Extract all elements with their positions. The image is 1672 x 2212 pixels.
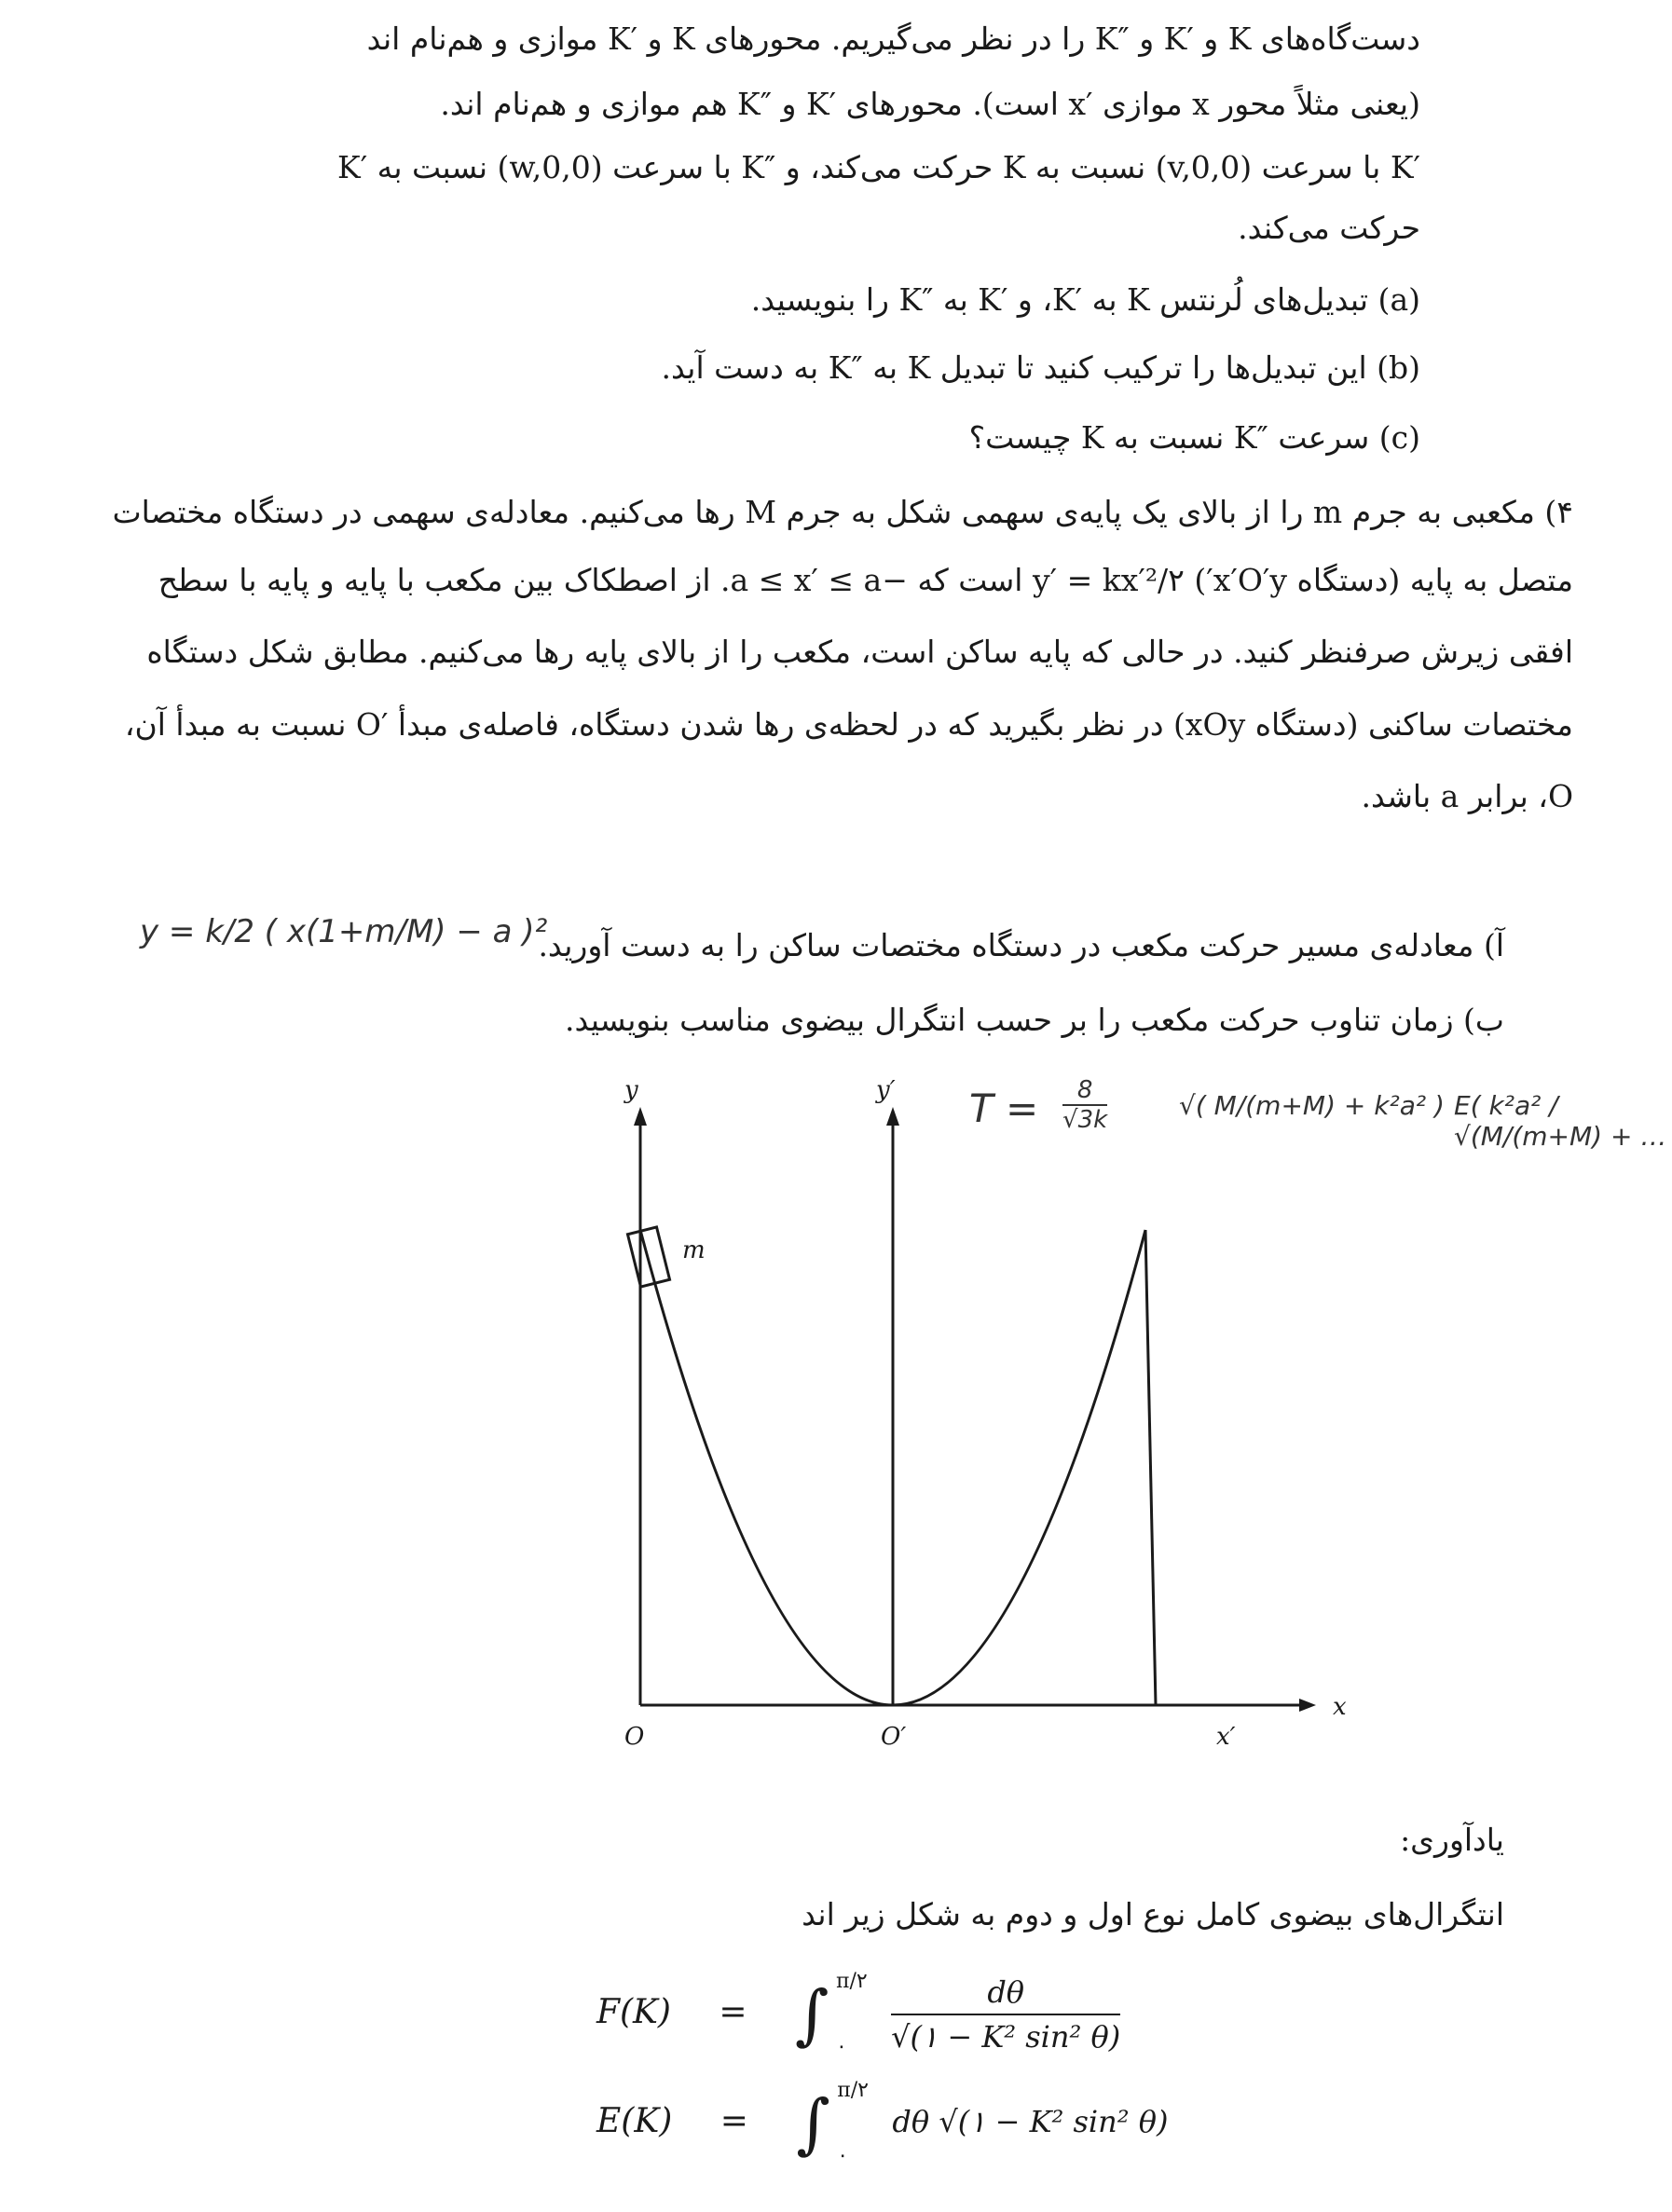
problem3-item-c: (c) سرعت ″K نسبت به K چیست؟ — [968, 419, 1420, 456]
integral-sign-F: ∫ — [795, 1976, 829, 2054]
problem3-line-4: حرکت می‌کند. — [1238, 210, 1420, 246]
problem4-line-3: افقی زیرش صرفنظر کنید. در حالی که پایه ساکن است، مکعب را از بالای پایه رها می‌کنیم. مطابق شکل دستگاه — [146, 634, 1573, 670]
problem4-line-2: متصل به پایه (دستگاه x′O′y′) y′ = kx′²/۲ است که −a ≤ x′ ≤ a. از اصطکاک بین مکعب با پایه و پایه با سطح — [158, 562, 1573, 598]
label-origin-O-prime: O′ — [881, 1723, 907, 1751]
x-axis-arrow — [1299, 1699, 1316, 1712]
formula-F-fraction — [891, 1974, 1120, 2055]
label-y-prime: y′ — [876, 1076, 896, 1104]
formula-E — [596, 2080, 1168, 2167]
problem3-line-1: دست‌گاه‌های K و ′K و ″K را در نظر می‌گیریم. محورهای K و ′K موازی و هم‌نام اند — [366, 20, 1420, 57]
reminder-title: یادآوری: — [1400, 1822, 1504, 1858]
formula-E-limits — [837, 2080, 869, 2167]
integral-sign-E: ∫ — [796, 2085, 830, 2163]
label-x: x — [1333, 1693, 1347, 1721]
formula-F-limits — [836, 1971, 868, 2058]
label-origin-O: O — [624, 1723, 645, 1751]
problem4-question-b: ب) زمان تناوب حرکت مکعب را بر حسب انتگرال بیضوی مناسب بنویسید. — [565, 1002, 1504, 1038]
handwritten-e-part: E( k²a² / √(M/(m+M) + … — [1454, 1090, 1667, 1152]
problem4-line-5: O، برابر a باشد. — [1361, 778, 1573, 814]
problem3-item-a: (a) تبدیل‌های لُرنتس K به ′K، و ′K به ″K را بنویسید. — [750, 281, 1420, 318]
formula-F-equals: = — [719, 1993, 747, 2032]
formula-F-lhs: F(K) — [596, 1993, 671, 2032]
formula-E-lhs: E(K) — [596, 2102, 673, 2141]
reminder-text: انتگرال‌های بیضوی کامل نوع اول و دوم به شکل زیر اند — [802, 1896, 1504, 1932]
problem3-line-2: (یعنی مثلاً محور x موازی ′x است). محورهای ′K و ″K هم موازی و هم‌نام اند. — [440, 86, 1420, 122]
base-right-wall — [1145, 1230, 1156, 1705]
handwritten-path-equation: y = k/2 ( x(1+m/M) − a )² — [140, 913, 548, 950]
y-axis-arrow — [634, 1107, 647, 1126]
y-prime-axis-arrow — [886, 1107, 899, 1126]
formula-E-equals: = — [720, 2102, 748, 2141]
formula-F-upper: π/۲ — [835, 1970, 868, 1993]
problem3-line-3: ′K با سرعت (v,0,0) نسبت به K حرکت می‌کند، و ″K با سرعت (0,w,0) نسبت به ′K — [337, 149, 1420, 185]
formula-F — [596, 1971, 1120, 2058]
formula-E-upper: π/۲ — [837, 2079, 869, 2102]
formula-F-den: √(۱ − K² sin² θ) — [891, 2019, 1121, 2055]
handwritten-t-num: 8 — [1062, 1076, 1107, 1106]
problem3-item-b: (b) این تبدیل‌ها را ترکیب کنید تا تبدیل K به ″K به دست آید. — [661, 349, 1420, 386]
handwritten-t-root: √( M/(m+M) + k²a² ) — [1179, 1090, 1445, 1121]
problem4-line-1: ۴) مکعبی به جرم m را از بالای یک پایه‌ی سهمی شکل به جرم M رها می‌کنیم. معادله‌ی سهمی در دستگاه مختصات — [112, 494, 1573, 530]
formula-F-num: dθ — [891, 1974, 1120, 2015]
label-y: y — [624, 1076, 638, 1104]
formula-F-lower: ۰ — [835, 2035, 847, 2059]
label-block-m: m — [682, 1236, 706, 1264]
label-x-prime: x′ — [1216, 1723, 1236, 1751]
handwritten-t-den: √3k — [1062, 1106, 1108, 1134]
parabola-figure — [596, 1072, 1361, 1761]
problem4-question-a: آ) معادله‌ی مسیر حرکت مکعب در دستگاه مختصات ساکن را به دست آورید. — [538, 927, 1504, 963]
formula-E-integrand: dθ √(۱ − K² sin² θ) — [892, 2104, 1169, 2140]
formula-E-lower: ۰ — [837, 2144, 849, 2168]
handwritten-t-prefix: T = — [969, 1086, 1039, 1131]
problem4-line-4: مختصات ساکنی (دستگاه xOy) در نظر بگیرید که در لحظه‌ی رها شدن دستگاه، فاصله‌ی مبدأ ′O نسبت به مبدأ آن، — [124, 706, 1573, 743]
